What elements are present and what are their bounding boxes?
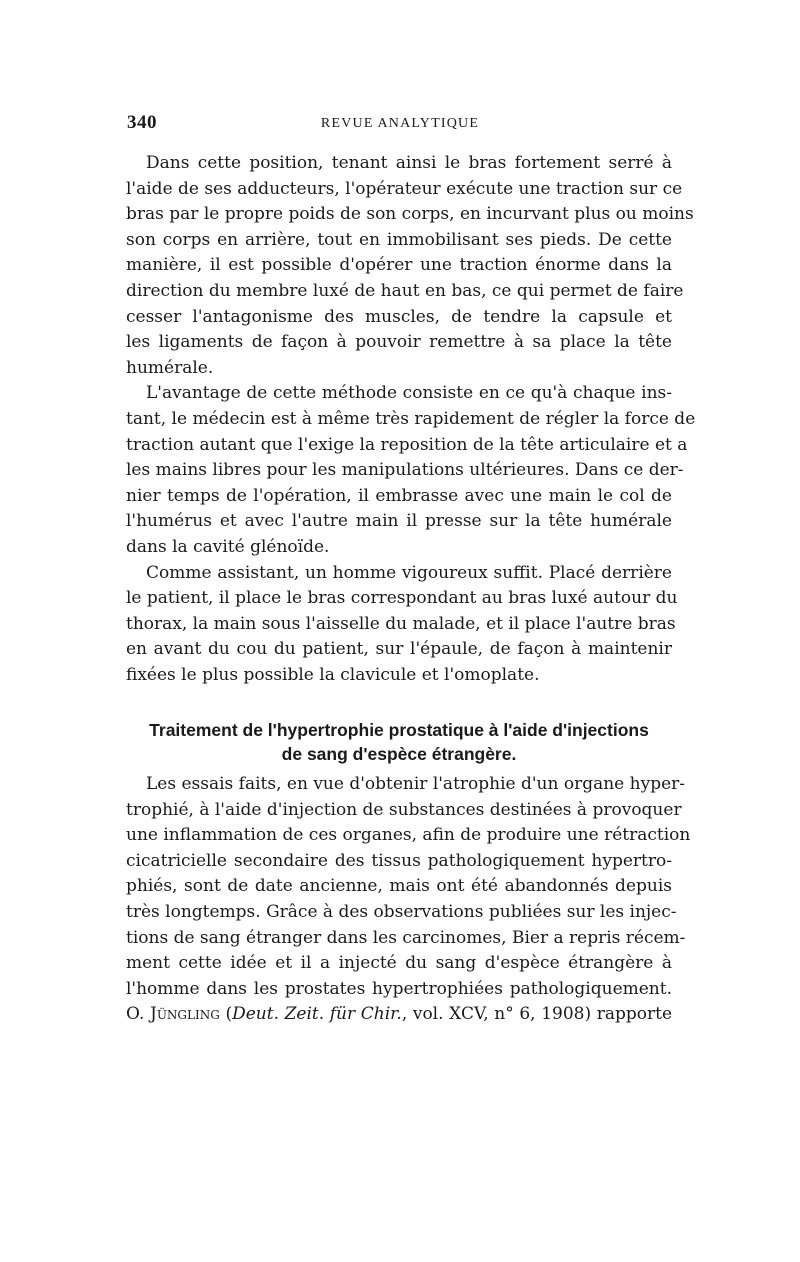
text-line: phiés, sont de date ancienne, mais ont été abandonnés depuis (126, 876, 672, 897)
text-line: l'homme dans les prostates hypertrophiées pathologiquement. (126, 978, 672, 999)
text-line: nier temps de l'opération, il embrasse avec une main le col de (126, 485, 672, 506)
text-line: les ligaments de façon à pouvoir remettre à sa place la tête (126, 332, 672, 353)
journal-title: Deut. Zeit. für Chir. (232, 1004, 402, 1025)
text-line: cesser l'antagonisme des muscles, de tendre la capsule et (126, 306, 672, 327)
section-heading-line-2: de sang d'espèce étrangère. (281, 744, 517, 764)
text-line: direction du membre luxé de haut en bas, ce qui permet de faire (126, 280, 684, 301)
text-line: thorax, la main sous l'aisselle du malade, et il place l'autre bras (126, 613, 676, 634)
body-text-section-1 (126, 151, 696, 688)
text-line: son corps en arrière, tout en immobilisant ses pieds. De cette (126, 229, 672, 250)
page-number: 340 (127, 112, 157, 133)
text-line: trophié, à l'aide d'injection de substances destinées à provoquer (126, 799, 682, 820)
citation-line (126, 1002, 672, 1028)
section-heading-line-1: Traitement de l'hypertrophie prostatique à l'aide d'injections (149, 720, 649, 740)
text-line: l'aide de ses adducteurs, l'opérateur exécute une traction sur ce (126, 178, 683, 199)
text-line: les mains libres pour les manipulations ultérieures. Dans ce der- (126, 460, 684, 481)
text-line: Les essais faits, en vue d'obtenir l'atrophie d'un organe hyper- (146, 774, 686, 794)
citation-rest: , vol. XCV, n° 6, 1908) rapporte (401, 1004, 673, 1025)
text-line: dans la cavité glénoïde. (126, 536, 330, 557)
text-line: humérale. (126, 357, 214, 378)
text-line: manière, il est possible d'opérer une traction énorme dans la (126, 255, 672, 276)
text-line: le patient, il place le bras correspondant au bras luxé autour du (126, 588, 678, 609)
body-text-section-2 (126, 772, 691, 1028)
section-heading (126, 718, 672, 766)
text-line: l'humérus et avec l'autre main il presse sur la tête humérale (126, 511, 672, 532)
text-line: en avant du cou du patient, sur l'épaule, de façon à maintenir (126, 639, 672, 660)
author-initial: O. (126, 1004, 145, 1025)
text-line: bras par le propre poids de son corps, en incurvant plus ou moins (126, 204, 694, 225)
text-line: tions de sang étranger dans les carcinomes, Bier a repris récem- (126, 927, 686, 948)
text-line: tant, le médecin est à même très rapidement de régler la force de (126, 408, 696, 429)
text-line: traction autant que l'exige la reposition de la tête articulaire et a (126, 434, 688, 455)
text-line: très longtemps. Grâce à des observations publiées sur les injec- (126, 901, 677, 922)
text-line: L'avantage de cette méthode consiste en ce qu'à chaque ins- (146, 383, 672, 404)
text-line: une inflammation de ces organes, afin de produire une rétraction (126, 825, 691, 846)
citation-open-paren: ( (225, 1004, 233, 1025)
running-head: REVUE ANALYTIQUE (320, 116, 480, 131)
text-line: Comme assistant, un homme vigoureux suffit. Placé derrière (146, 562, 672, 583)
text-line: cicatricielle secondaire des tissus pathologiquement hypertro- (126, 850, 672, 871)
text-line: ment cette idée et il a injecté du sang d'espèce étrangère à (126, 953, 672, 974)
author-name: Jüngling (150, 1004, 220, 1025)
text-line: Dans cette position, tenant ainsi le bras fortement serré à (146, 153, 672, 173)
text-line: fixées le plus possible la clavicule et l'omoplate. (126, 664, 540, 685)
